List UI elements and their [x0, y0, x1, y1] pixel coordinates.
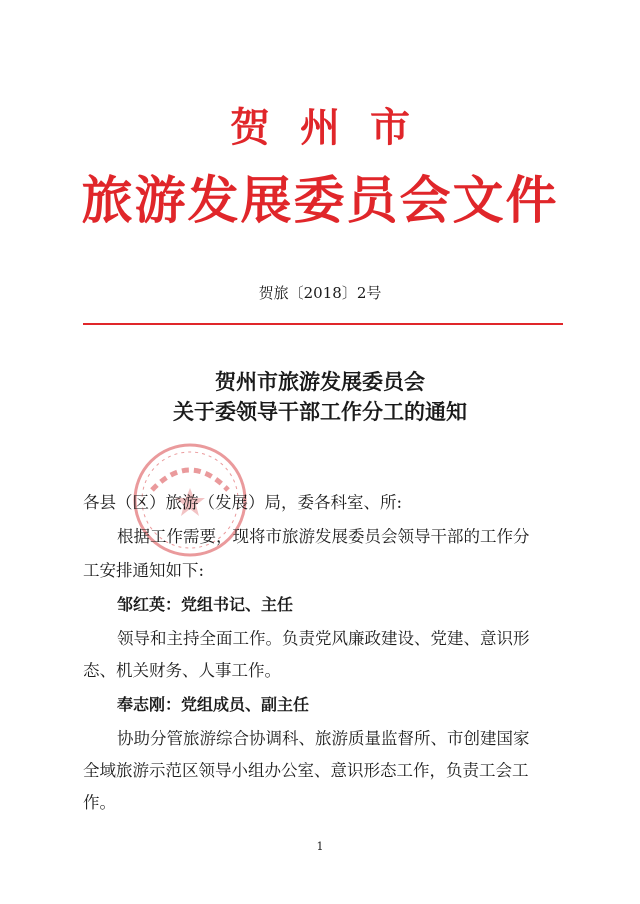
notice-title-line2: 关于委领导干部工作分工的通知 — [173, 399, 467, 424]
header-organization: 旅游发展委员会文件 — [81, 172, 559, 231]
person2-duties-line-2: 全域旅游示范区领导小组办公室、意识形态工作，负责工会工 — [83, 761, 529, 780]
intro-line-1: 根据工作需要，现将市旅游发展委员会领导干部的工作分 — [117, 527, 530, 546]
red-separator-line — [83, 323, 563, 325]
salutation: 各县（区）旅游（发展）局，委各科室、所: — [83, 493, 403, 512]
person1-duties-line-1: 领导和主持全面工作。负责党风廉政建设、党建、意识形 — [117, 629, 530, 648]
document-number: 贺旅〔2018〕2号 — [258, 284, 382, 302]
person1-duties-line-2: 态、机关财务、人事工作。 — [83, 661, 281, 680]
person2-duties-line-3: 作。 — [83, 793, 116, 812]
person1-heading: 邹红英：党组书记、主任 — [117, 595, 294, 614]
intro-line-2: 工安排通知如下: — [83, 561, 205, 580]
person2-heading: 奉志刚：党组成员、副主任 — [117, 695, 310, 714]
notice-title-line1: 贺州市旅游发展委员会 — [215, 369, 425, 394]
header-city: 贺州市 — [230, 105, 440, 151]
page-number: 1 — [316, 840, 324, 853]
person2-duties-line-1: 协助分管旅游综合协调科、旅游质量监督所、市创建国家 — [117, 729, 530, 748]
